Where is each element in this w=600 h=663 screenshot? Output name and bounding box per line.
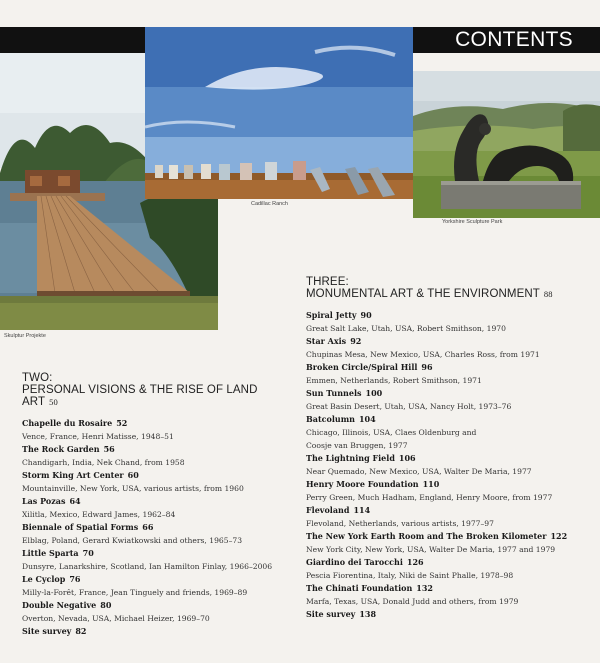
list-item[interactable] — [306, 387, 546, 413]
entry-desc: Great Basin Desert, Utah, USA, Nancy Holt, 1973–76 — [306, 402, 512, 411]
entry-page: 76 — [69, 574, 81, 584]
entry-page: 90 — [360, 310, 372, 320]
entry-page: 100 — [365, 388, 383, 398]
cadillac-photo — [145, 27, 413, 199]
list-item[interactable] — [22, 521, 262, 547]
yorkshire-photo — [413, 71, 600, 218]
pier-caption: Skulptur Projekte — [4, 333, 46, 339]
list-item[interactable] — [22, 443, 262, 469]
entry-page: 52 — [116, 418, 128, 428]
entry-title: The New York Earth Room and The Broken Kilometer — [306, 531, 547, 541]
section-two-heading[interactable] — [22, 384, 292, 408]
entry-desc: Milly-la-Forêt, France, Jean Tinguely and friends, 1969–89 — [22, 588, 248, 597]
entry-title: The Chinati Foundation — [306, 583, 413, 593]
list-item[interactable] — [22, 417, 262, 443]
entry-desc: Vence, France, Henri Matisse, 1948–51 — [22, 432, 174, 441]
entry-title: Giardino dei Tarocchi — [306, 557, 403, 567]
section-three-list — [306, 309, 568, 621]
section-three-title: MONUMENTAL ART & THE ENVIRONMENT — [306, 288, 540, 300]
entry-desc: Dunsyre, Lanarkshire, Scotland, Ian Hamilton Finlay, 1966–2006 — [22, 562, 273, 571]
list-item[interactable] — [306, 309, 546, 335]
entry-desc: Emmen, Netherlands, Robert Smithson, 1971 — [306, 376, 482, 385]
entry-title: Chapelle du Rosaire — [22, 418, 113, 428]
entry-title: Double Negative — [22, 600, 97, 610]
list-item[interactable] — [306, 452, 546, 478]
list-item[interactable] — [22, 599, 262, 625]
list-item[interactable] — [306, 504, 546, 530]
entry-desc: Flevoland, Netherlands, various artists, 1977–97 — [306, 519, 494, 528]
list-item[interactable] — [22, 625, 262, 638]
section-two-list — [22, 417, 273, 638]
entry-page: 92 — [350, 336, 362, 346]
list-item[interactable] — [22, 547, 273, 573]
list-item[interactable] — [306, 335, 546, 361]
entry-desc: Chandigarh, India, Nek Chand, from 1958 — [22, 458, 185, 467]
entry-title: Le Cyclop — [22, 574, 66, 584]
section-three-heading[interactable] — [306, 288, 596, 300]
list-item[interactable] — [306, 582, 546, 608]
list-item[interactable] — [306, 478, 553, 504]
entry-desc: New York City, New York, USA, Walter De Maria, 1977 and 1979 — [306, 545, 556, 554]
entry-desc: Perry Green, Much Hadham, England, Henry Moore, from 1977 — [306, 493, 553, 502]
entry-title: Broken Circle/Spiral Hill — [306, 362, 418, 372]
entry-desc: Xilitla, Mexico, Edward James, 1962–84 — [22, 510, 176, 519]
yorkshire-caption: Yorkshire Sculpture Park — [442, 219, 503, 225]
entry-desc-continued: Coosje van Bruggen, 1977 — [306, 441, 408, 450]
entry-page: 126 — [406, 557, 424, 567]
entry-page: 122 — [550, 531, 568, 541]
cadillac-caption: Cadillac Ranch — [251, 201, 288, 207]
entry-title: Storm King Art Center — [22, 470, 124, 480]
entry-title: Las Pozas — [22, 496, 66, 506]
list-item[interactable] — [306, 608, 546, 621]
entry-page: 104 — [358, 414, 376, 424]
entry-title: Little Sparta — [22, 548, 79, 558]
entry-desc: Pescia Fiorentina, Italy, Niki de Saint Phalle, 1978–98 — [306, 571, 514, 580]
entry-desc: Great Salt Lake, Utah, USA, Robert Smithson, 1970 — [306, 324, 506, 333]
section-three — [306, 276, 596, 621]
entry-desc: Chicago, Illinois, USA, Claes Oldenburg and — [306, 428, 477, 437]
entry-page: 110 — [422, 479, 440, 489]
section-two-page: 50 — [49, 397, 58, 407]
entry-page: 96 — [421, 362, 433, 372]
entry-page: 132 — [416, 583, 433, 593]
list-item[interactable] — [306, 413, 546, 452]
section-two-label: TWO: — [22, 372, 53, 384]
entry-title: The Rock Garden — [22, 444, 100, 454]
list-item[interactable] — [22, 469, 262, 495]
section-three-label: THREE: — [306, 276, 349, 288]
section-two — [22, 372, 292, 638]
entry-desc: Marfa, Texas, USA, Donald Judd and others, from 1979 — [306, 597, 519, 606]
entry-title: Batcolumn — [306, 414, 355, 424]
entry-title: Henry Moore Foundation — [306, 479, 419, 489]
entry-title: Sun Tunnels — [306, 388, 362, 398]
entry-title: The Lightning Field — [306, 453, 395, 463]
entry-page: 60 — [127, 470, 139, 480]
entry-desc: Elblag, Poland, Gerard Kwiatkowski and others, 1965–73 — [22, 536, 243, 545]
entry-page: 106 — [398, 453, 416, 463]
list-item[interactable] — [22, 495, 262, 521]
entry-page: 56 — [103, 444, 115, 454]
entry-page: 114 — [353, 505, 371, 515]
entry-title: Biennale of Spatial Forms — [22, 522, 139, 532]
entry-title: Site survey — [306, 609, 356, 619]
section-three-page: 88 — [543, 289, 553, 299]
entry-desc: Mountainville, New York, USA, various artists, from 1960 — [22, 484, 244, 493]
entry-title: Star Axis — [306, 336, 347, 346]
entry-title: Site survey — [22, 626, 72, 636]
list-item[interactable] — [306, 556, 546, 582]
entry-page: 138 — [359, 609, 377, 619]
entry-page: 66 — [142, 522, 154, 532]
list-item[interactable] — [306, 530, 568, 556]
page-title: CONTENTS — [455, 28, 573, 51]
list-item[interactable] — [306, 361, 546, 387]
entry-desc: Chupinas Mesa, New Mexico, USA, Charles Ross, from 1971 — [306, 350, 540, 359]
entry-desc: Near Quemado, New Mexico, USA, Walter De Maria, 1977 — [306, 467, 532, 476]
list-item[interactable] — [22, 573, 262, 599]
entry-title: Flevoland — [306, 505, 350, 515]
section-two-title: PERSONAL VISIONS & THE RISE OF LAND ART — [22, 384, 258, 408]
entry-page: 80 — [100, 600, 112, 610]
entry-page: 64 — [69, 496, 81, 506]
entry-page: 70 — [82, 548, 94, 558]
entry-title: Spiral Jetty — [306, 310, 357, 320]
entry-page: 82 — [75, 626, 87, 636]
entry-desc: Overton, Nevada, USA, Michael Heizer, 1969–70 — [22, 614, 210, 623]
